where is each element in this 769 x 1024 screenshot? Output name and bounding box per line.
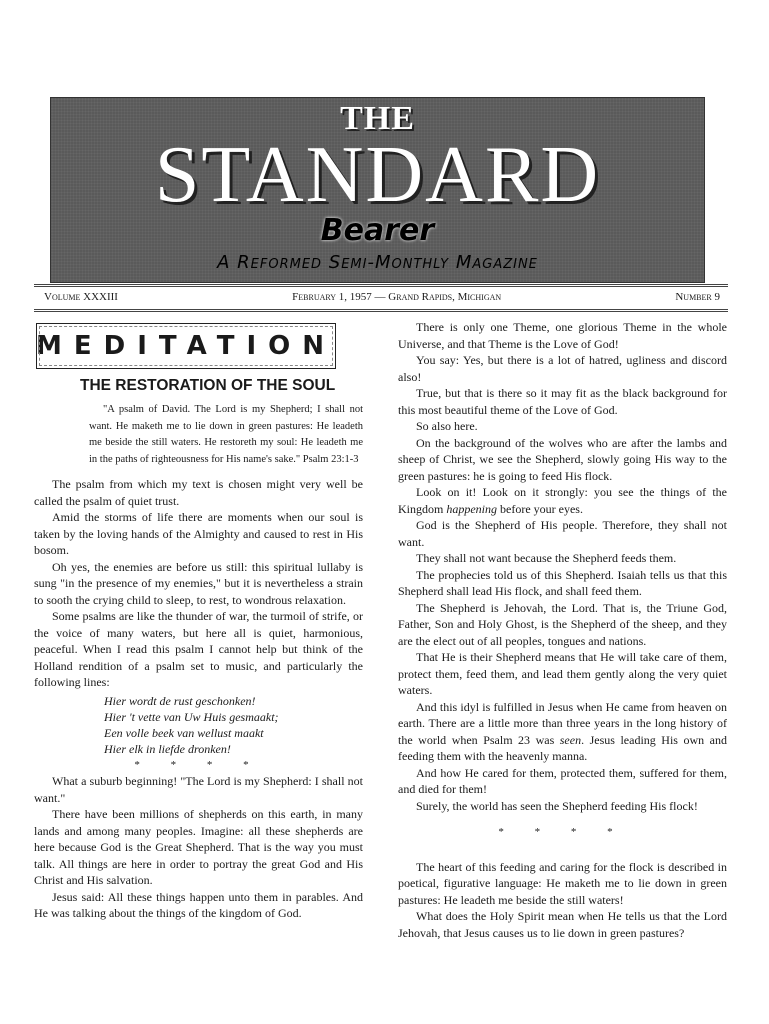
scripture-quote: "A psalm of David. The Lord is my Shepherd; I shall not want. He maketh me to lie down in green pastures: He leadeth me beside the still waters. He restoreth my soul: He leadeth me in the paths of righteousness for His name's sake." Psalm 23:1-3 xyxy=(89,404,363,465)
issue-number: Number 9 xyxy=(675,291,720,303)
paragraph: The psalm from which my text is chosen might very well be called the psalm of quiet trust. xyxy=(34,477,363,508)
article-title: THE RESTORATION OF THE SOUL xyxy=(80,377,336,394)
masthead-bearer: Bearer xyxy=(320,213,435,248)
paragraph: Oh yes, the enemies are before us still: this spiritual lullaby is sung "in the presence of my enemies," but it is nevertheless a strain to sooth the crying child to sleep, to rest, to wondrous relaxation. xyxy=(34,559,363,607)
text: . Jesus leading His own and feeding them with the heavenly manna. xyxy=(398,732,727,763)
text: And this idyl is fulfilled in Jesus when He came from heaven on earth. There are a little more than three years in the long history of the world when Psalm 23 was xyxy=(398,699,727,747)
paragraph: Surely, the world has seen the Shepherd feeding His flock! xyxy=(416,798,698,813)
paragraph xyxy=(398,484,727,517)
paragraph: Some psalms are like the thunder of war, the turmoil of strife, or the voice of many waters, but here all is quiet, harmonious, peaceful. When I read this psalm I cannot help but think of the Holland rendition of a psalm set to music, and particularly the following lines: xyxy=(34,609,363,689)
paragraph: And how He cared for them, protected them, suffered for them, and died for them! xyxy=(398,765,727,796)
masthead-standard: STANDARD xyxy=(154,131,601,219)
paragraph xyxy=(398,699,727,765)
paragraph: On the background of the wolves who are after the lambs and sheep of Christ, we see the Shepherd, slowly going His way to the green pastures: he is going to feed His flock. xyxy=(398,435,727,483)
paragraph: There is only one Theme, one glorious Theme in the whole Universe, and that Theme is the Love of God! xyxy=(398,320,727,351)
poem-line: Hier wordt de rust geschonken! xyxy=(104,693,256,708)
text: before your eyes. xyxy=(497,501,583,516)
section-break: * * * * xyxy=(498,826,627,838)
section-break: * * * * xyxy=(134,758,263,771)
issue-info xyxy=(44,291,720,303)
masthead xyxy=(50,97,705,283)
masthead-subtitle: A Reformed Semi-Monthly Magazine xyxy=(217,252,538,273)
paragraph: So also here. xyxy=(416,419,478,433)
poem-line: Hier elk in liefde dronken! xyxy=(104,741,231,756)
paragraph: You say: Yes, but there is a lot of hatred, ugliness and discord also! xyxy=(398,353,727,384)
divider xyxy=(34,284,728,287)
poem-line: Een volle beek van wellust maakt xyxy=(104,725,264,740)
paragraph: The prophecies told us of this Shepherd. Isaiah tells us that this Shepherd shall lead His flock, and shall feed them. xyxy=(398,567,727,598)
paragraph: That He is their Shepherd means that He will take care of them, protect them, feed them, and lead them gently along the very quiet waters. xyxy=(398,650,727,697)
text: Look on it! Look on it strongly: you see the things of the Kingdom xyxy=(398,485,727,516)
paragraph: God is the Shepherd of His people. Therefore, they shall not want. xyxy=(398,518,727,549)
paragraph: The heart of this feeding and caring for the flock is described in poetical, figurative language: He maketh me to lie down in green pastures: He leadeth me beside the still waters! xyxy=(398,859,727,907)
issue-date: February 1, 1957 — Grand Rapids, Michigan xyxy=(292,291,502,303)
paragraph: Amid the storms of life there are moments when our soul is taken by the loving hands of the Almighty and caused to rest in His bosom. xyxy=(34,510,363,557)
paragraph: True, but that is there so it may fit as the black background for this most beautiful theme of the Love of God. xyxy=(398,386,727,417)
poem xyxy=(104,693,363,757)
divider xyxy=(34,309,728,312)
poem-line: Hier 't vette van Uw Huis gesmaakt; xyxy=(104,709,279,724)
paragraph: Jesus said: All these things happen unto them in parables. And He was talking about the things of the kingdom of God. xyxy=(34,889,363,920)
left-column xyxy=(34,402,363,922)
emphasis: seen xyxy=(559,732,582,747)
masthead-the: THE xyxy=(340,100,415,137)
paragraph: What does the Holy Spirit mean when He tells us that the Lord Jehovah, that Jesus causes us to lie down in green pastures? xyxy=(398,909,727,940)
paragraph: There have been millions of shepherds on this earth, in many lands and among many peoples. Imagine: all these shepherds are here because God is the Great Shepherd. That is the way you must talk. All things are here in order to portray the great God and His Christ and His salvation. xyxy=(34,807,363,887)
paragraph: The Shepherd is Jehovah, the Lord. That is, the Triune God, Father, Son and Holy Ghost, is the Shepherd of the sheep, and they are the elect out of all peoples, tongues and nations. xyxy=(398,600,727,648)
section-heading: MEDITATION xyxy=(36,323,336,369)
paragraph: What a suburb beginning! "The Lord is my Shepherd: I shall not want." xyxy=(34,774,363,805)
paragraph: They shall not want because the Shepherd feeds them. xyxy=(416,551,677,565)
emphasis: happening xyxy=(446,501,498,516)
right-column xyxy=(398,319,727,941)
volume: Volume XXXIII xyxy=(44,291,118,303)
